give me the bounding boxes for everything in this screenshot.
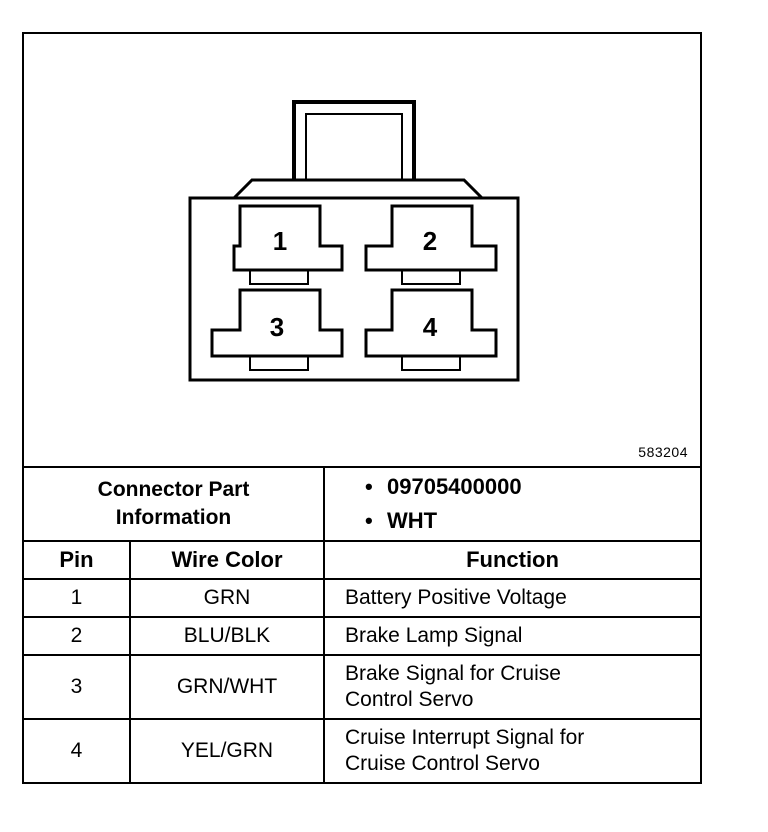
cavity-3 [212, 290, 342, 370]
connector-color-value: WHT [387, 508, 438, 533]
pin-label-4: 4 [422, 312, 438, 342]
header-wire-color: Wire Color [130, 541, 324, 579]
function-text-line2: Cruise Control Servo [345, 752, 540, 775]
connector-shoulder [234, 180, 482, 198]
pin-label-3: 3 [269, 312, 285, 342]
function-cell [324, 655, 700, 719]
connector-color [365, 504, 700, 538]
part-info-label-line2: Information [115, 506, 232, 529]
locking-tab-inner [306, 114, 402, 180]
part-info-values [324, 467, 700, 541]
function-text: Brake Lamp Signal [345, 624, 523, 647]
function-text-line1: Cruise Interrupt Signal for [345, 726, 585, 749]
pin-cell: 2 [24, 617, 130, 655]
header-row [24, 541, 700, 579]
connector-info-table [24, 466, 700, 782]
part-info-label-line1: Connector Part [97, 478, 250, 501]
connector-face-drawing [24, 34, 700, 466]
cavity-4 [366, 290, 496, 370]
header-pin: Pin [24, 541, 130, 579]
wire-color-cell: YEL/GRN [130, 719, 324, 782]
pin-label-1: 1 [272, 226, 288, 256]
bullet-icon: • [365, 474, 373, 499]
part-number-value: 09705400000 [387, 474, 522, 499]
bullet-icon: • [365, 508, 373, 533]
table-row [24, 655, 700, 719]
pin-cell: 1 [24, 579, 130, 617]
table-row [24, 719, 700, 782]
wire-color-cell: BLU/BLK [130, 617, 324, 655]
header-function: Function [324, 541, 700, 579]
wire-color-cell: GRN [130, 579, 324, 617]
part-info-label [24, 467, 324, 541]
pin-label-2: 2 [422, 226, 438, 256]
function-cell [324, 579, 700, 617]
pin-cell: 4 [24, 719, 130, 782]
part-info-row [24, 467, 700, 541]
cavity-1 [234, 206, 342, 284]
function-text: Battery Positive Voltage [345, 586, 567, 609]
function-text-line2: Control Servo [345, 688, 474, 711]
part-number [365, 470, 700, 504]
table-row [24, 617, 700, 655]
function-cell [324, 617, 700, 655]
function-text-line1: Brake Signal for Cruise [345, 662, 561, 685]
connector-sheet-frame [22, 32, 702, 784]
table-row [24, 579, 700, 617]
pin-cell: 3 [24, 655, 130, 719]
cavity-2 [366, 206, 496, 284]
function-cell [324, 719, 700, 782]
connector-diagram [24, 34, 700, 466]
wire-color-cell: GRN/WHT [130, 655, 324, 719]
figure-number: 583204 [638, 444, 688, 460]
